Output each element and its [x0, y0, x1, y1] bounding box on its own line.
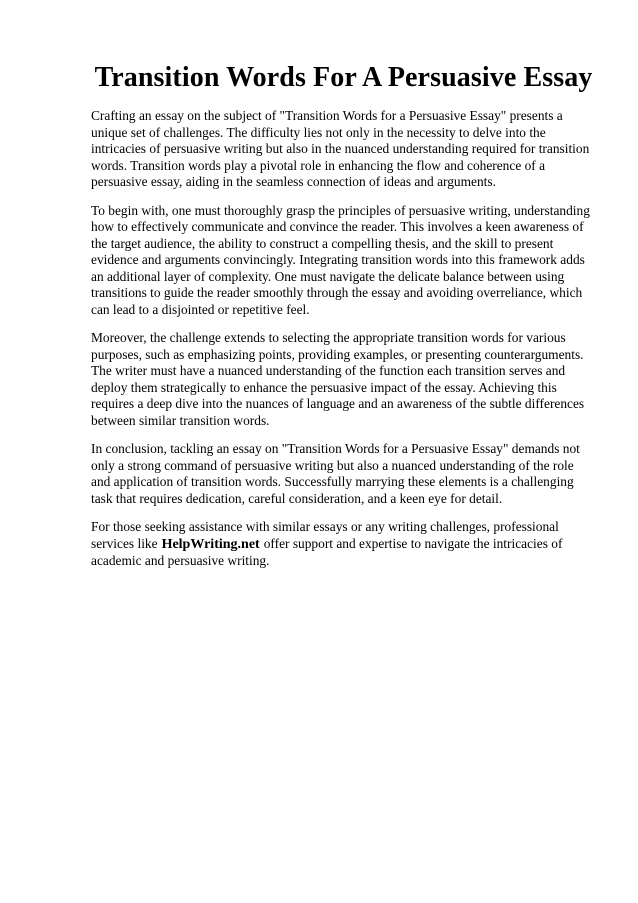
paragraph-closing — [91, 519, 594, 570]
brand-name: HelpWriting.net — [161, 536, 260, 552]
paragraph-conclusion: In conclusion, tackling an essay on "Transition Words for a Persuasive Essay" demands not only a strong command of persuasive writing but also a nuanced understanding of the role and application of transition words. Successfully marrying these elements is a challenging task that requires dedication, careful consideration, and a keen eye for detail. — [91, 441, 580, 506]
closing-text-before: For those seeking assistance with similar essays or any writing challenges, professional services like — [91, 519, 559, 551]
paragraph-selection: Moreover, the challenge extends to selecting the appropriate transition words for various purposes, such as emphasizing points, providing examples, or presenting counterarguments. The writer must have a nuanced understanding of the function each transition serves and deploy them strategically to enhance the persuasive impact of the essay. Achieving this requires a deep dive into the nuances of language and an awareness of the subtle differences between similar transition words. — [91, 330, 585, 428]
document-title: Transition Words For A Persuasive Essay — [94, 62, 593, 93]
paragraph-intro: Crafting an essay on the subject of "Transition Words for a Persuasive Essay" presents a unique set of challenges. The difficulty lies not only in the necessity to delve into the intricacies of persuasive writing but also in the nuanced understanding required for transition words. Transition words play a pivotal role in enhancing the flow and coherence of a persuasive essay, aiding in the seamless connection of ideas and arguments. — [91, 108, 590, 189]
closing-text-after: offer support and expertise to navigate the intricacies of academic and persuasive writing. — [91, 535, 563, 568]
paragraph-principles: To begin with, one must thoroughly grasp the principles of persuasive writing, understanding how to effectively communicate and convince the reader. This involves a keen awareness of the target audience, the ability to construct a compelling thesis, and the skill to present evidence and arguments convincingly. Integrating transition words into this framework adds an additional layer of complexity. One must navigate the delicate balance between using transitions to guide the reader smoothly through the essay and avoiding overreliance, which can lead to a disjointed or repetitive feel. — [91, 202, 590, 317]
